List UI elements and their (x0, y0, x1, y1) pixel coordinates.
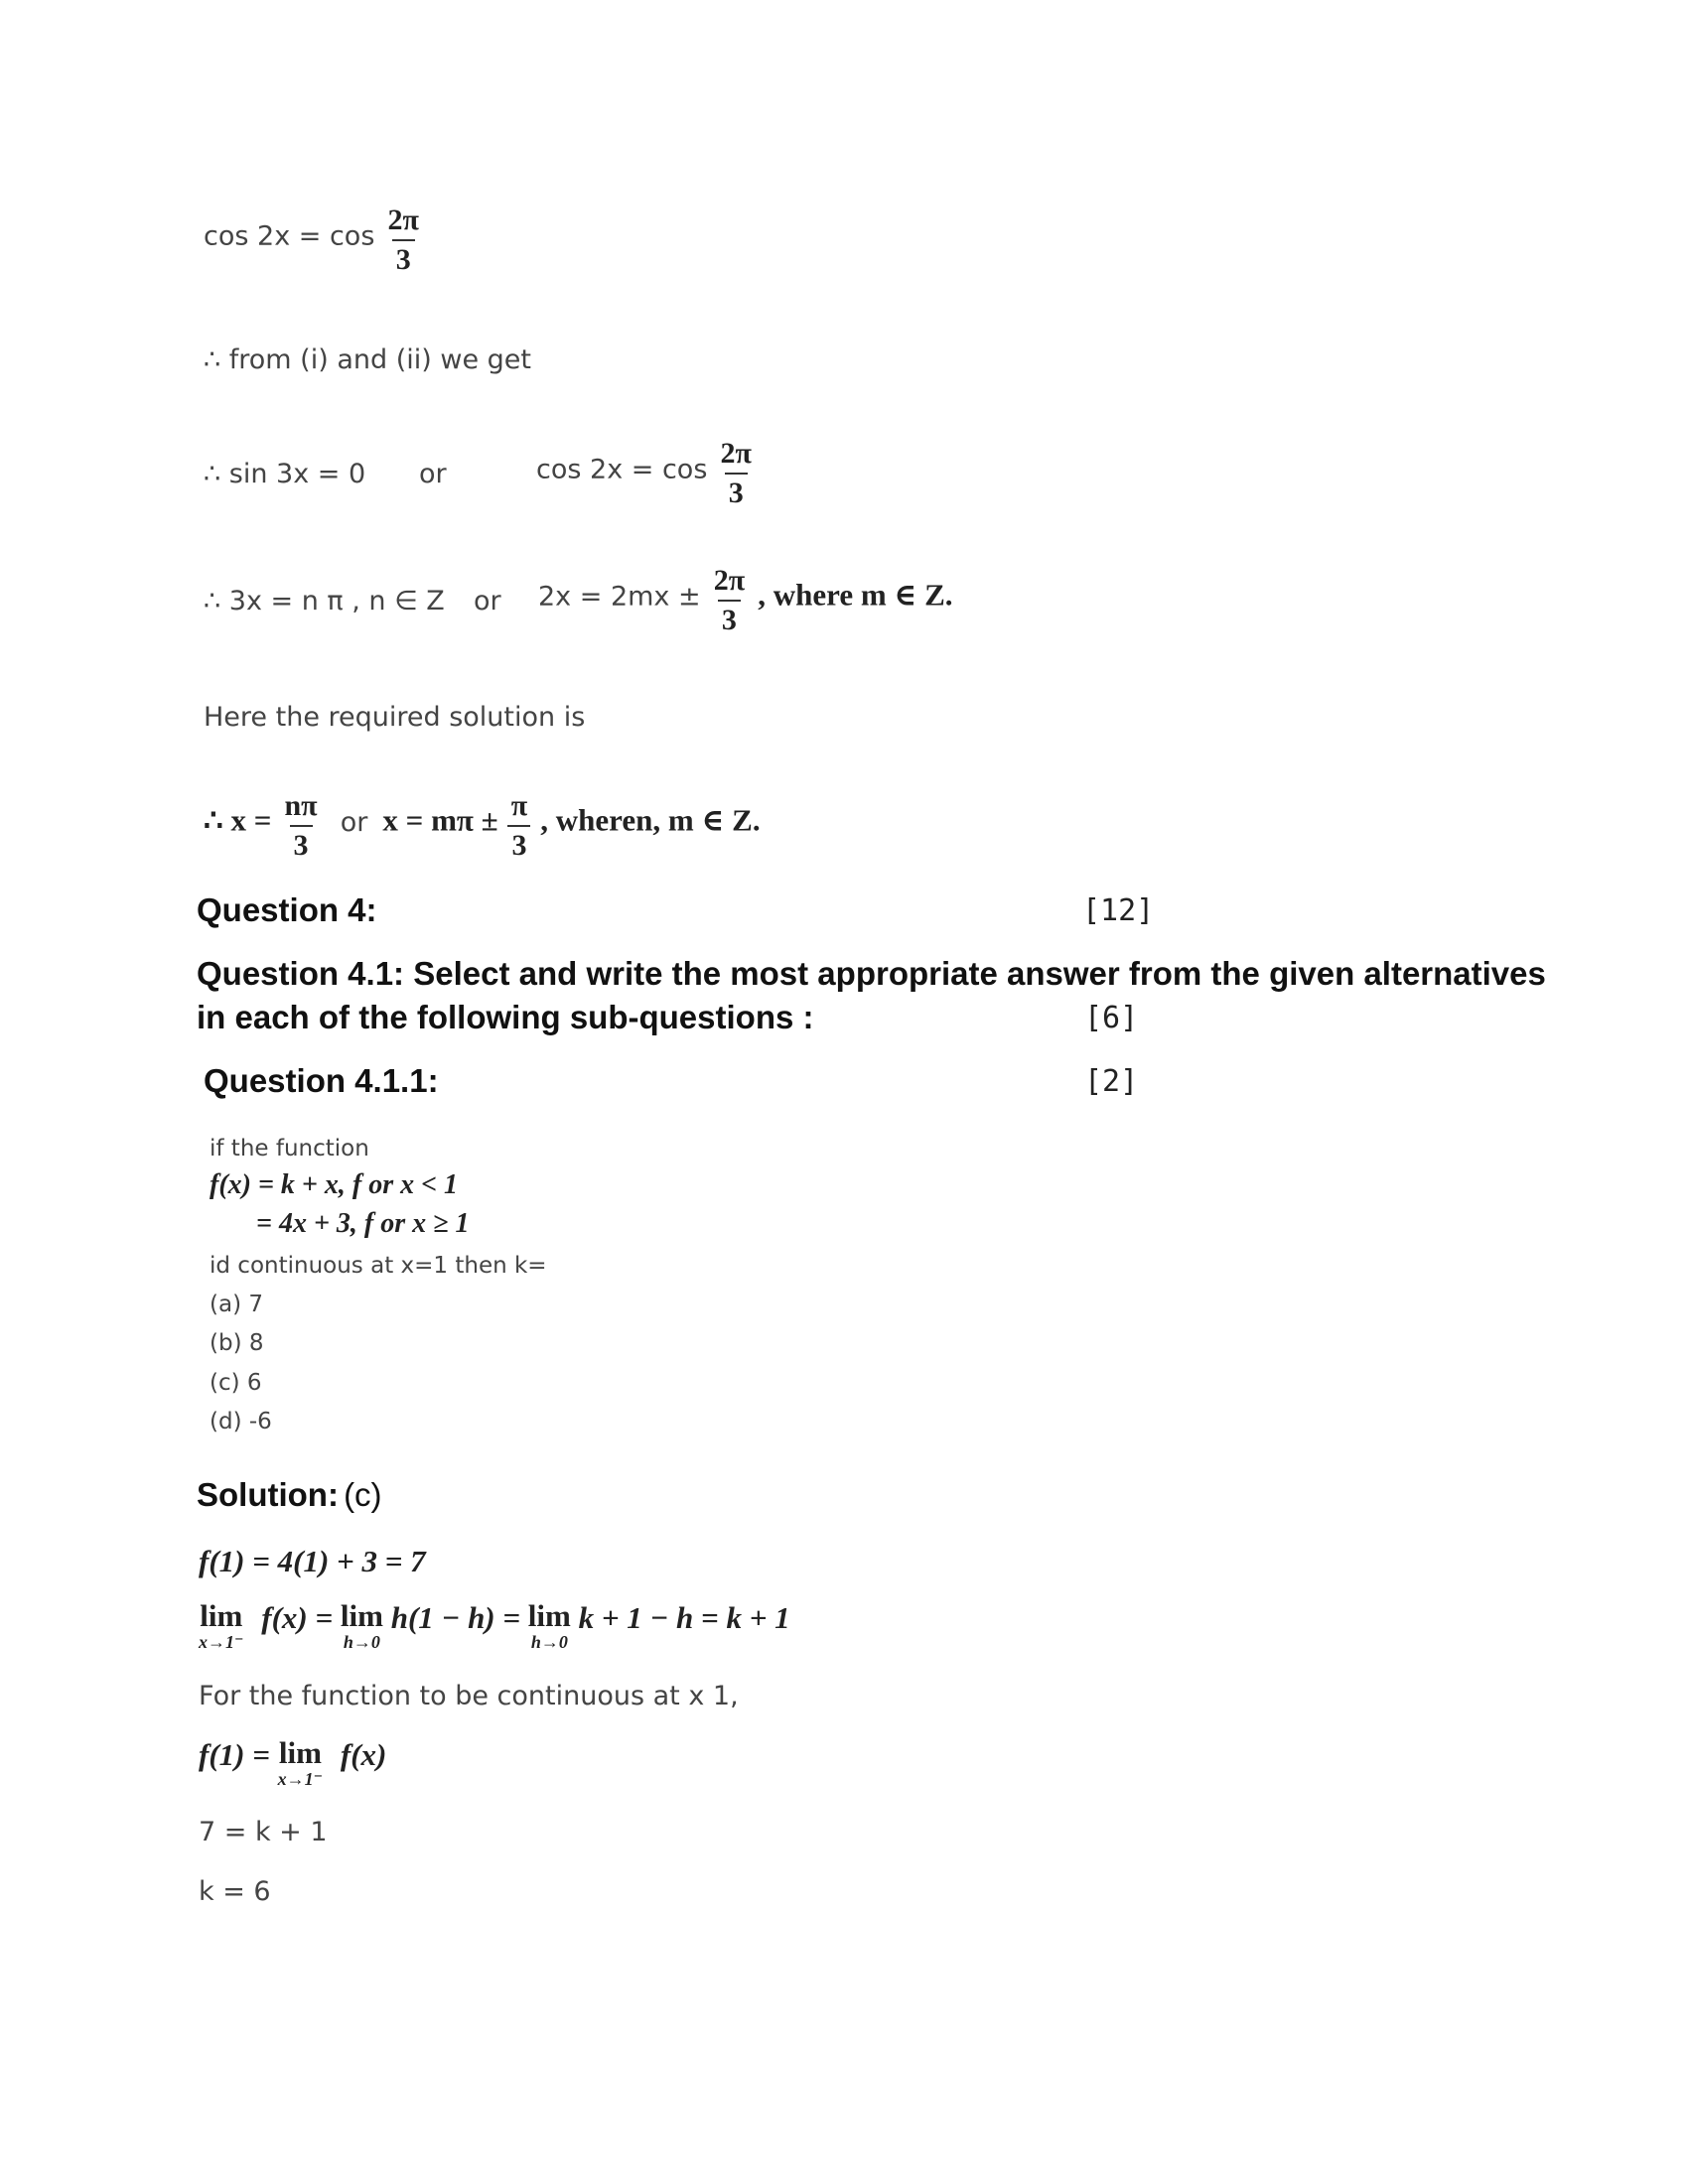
solution-label: Solution: (197, 1476, 339, 1513)
solution-eq-1: f(1) = 4(1) + 3 = 7 (199, 1544, 426, 1578)
limit-h-0: lim h→0 (527, 1598, 571, 1652)
question-4-title: Question 4: (197, 891, 377, 928)
question-4-marks: [12] (1082, 893, 1155, 928)
step-3x-or: or (474, 586, 501, 616)
step-sin3x-left: ∴ sin 3x = 0 (204, 459, 366, 489)
step-cos2x (204, 204, 427, 277)
solution-answer: (c) (344, 1476, 382, 1513)
option-d: (d) -6 (210, 1409, 272, 1434)
limit-h-0: lim h→0 (340, 1598, 383, 1652)
option-b: (b) 8 (210, 1330, 264, 1356)
limit-x-1: lim x→1⁻ (277, 1735, 324, 1789)
fraction-2pi-3: $\frac{2\pi}{3}$ (387, 204, 419, 276)
question-4-1-title-line1: Question 4.1: Select and write the most appropriate answer from the given alternatives (197, 955, 1546, 992)
question-condition: id continuous at x=1 then k= (210, 1253, 547, 1279)
limit-x-1: lim x→1⁻ (199, 1598, 244, 1652)
fraction-2pi-3: $\frac{2\pi}{3}$ (713, 564, 746, 636)
solution-eq-2: lim x→1⁻ f(x) = lim h→0 h(1 − h) = lim h→0 k + 1 − h = k + 1 (199, 1598, 790, 1652)
step-required-solution: Here the required solution is (204, 702, 586, 733)
fraction-npi-3: $\frac{n\pi}{3}$ (284, 789, 318, 862)
question-4-1-1-title: Question 4.1.1: (204, 1062, 439, 1099)
function-line-2: = 4x + 3, f or x ≥ 1 (256, 1208, 470, 1239)
fraction-2pi-3: $\frac{2\pi}{3}$ (720, 437, 752, 509)
solution-continuity-text: For the function to be continuous at x 1, (199, 1681, 739, 1711)
step-from-i-ii: ∴ from (i) and (ii) we get (204, 344, 531, 375)
option-c: (c) 6 (210, 1370, 262, 1396)
fraction-pi-3: $\frac{\pi}{3}$ (507, 789, 531, 863)
step-sin3x-or: or (419, 459, 447, 489)
solution-header (197, 1476, 382, 1514)
option-a: (a) 7 (210, 1292, 263, 1317)
solution-eq-3: f(1) = lim x→1⁻ f(x) (199, 1735, 387, 1789)
step-sin3x (204, 459, 365, 489)
solution-eq-4: 7 = k + 1 (199, 1817, 328, 1847)
step-cos2x-text: cos 2x = cos (204, 220, 375, 252)
question-intro: if the function (210, 1136, 369, 1161)
step-3x: ∴ 3x = n π , n ∈ Z (204, 586, 445, 616)
step-sin3x-right: cos 2x = cos $\frac{2\pi}{3}$ (536, 437, 760, 510)
step-2x: 2x = 2mx ± $\frac{2\pi}{3}$ , where m ∈ Z. (538, 564, 953, 636)
question-4-1-marks: [6] (1084, 1001, 1139, 1035)
question-4-1-title-line2: in each of the following sub-questions : (197, 999, 814, 1035)
solution-eq-5: k = 6 (199, 1876, 271, 1907)
question-4-1-1-marks: [2] (1084, 1064, 1139, 1099)
step-final-solution: ∴ x = $\frac{n\pi}{3}$ or x = mπ ± $\frac{\pi}{3}$ , wheren, m ∈ Z. (204, 789, 761, 862)
function-line-1: f(x) = k + x, f or x < 1 (210, 1169, 459, 1200)
